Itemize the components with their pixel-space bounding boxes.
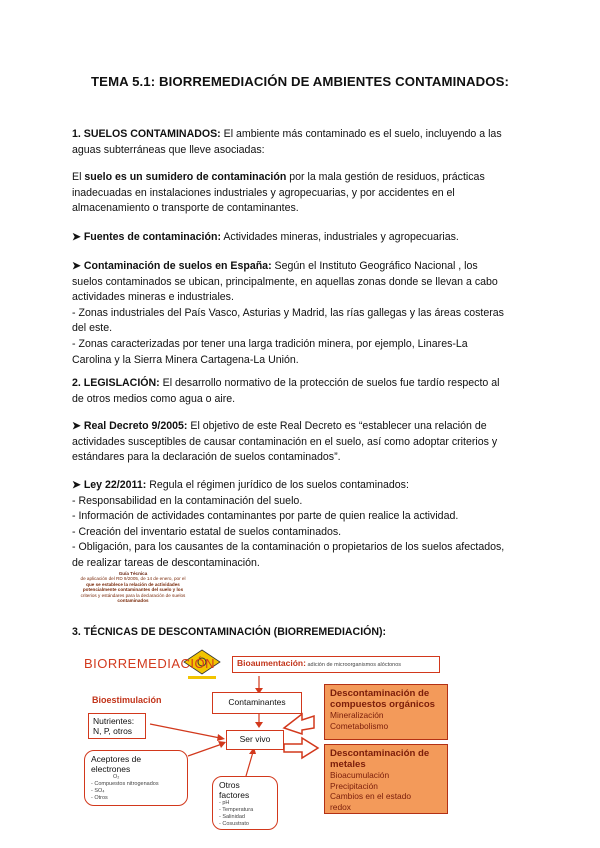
contaminantes-box: Contaminantes xyxy=(212,692,302,714)
ley-item: - Información de actividades contaminantes por parte de quien realice la actividad. xyxy=(72,510,459,523)
arrow-nutrientes xyxy=(150,724,220,738)
guia-tecnica-thumbnail: Guía Técnica de aplicación del RD 9/2005, de 14 de enero, por el que se establece la relación de actividades potencialmente contaminantes del suelo y los criterios y estándares para la declaración de suelos contaminados xyxy=(80,571,186,604)
arrow-otros xyxy=(246,752,253,776)
metales-box: Descontaminación de metales Bioacumulación Precipitación Cambios en el estado redox xyxy=(324,744,448,814)
ser-vivo-box: Ser vivo xyxy=(226,730,284,750)
ley-item: - Responsabilidad en la contaminación del suelo. xyxy=(72,494,303,507)
ley-item: - Obligación, para los causantes de la contaminación o propietarios de los suelos afectados, xyxy=(72,541,505,554)
biorremediacion-diagram xyxy=(78,646,528,846)
bioaumentacion-box: Bioaumentación: adición de microorganismos alóctonos xyxy=(232,656,440,673)
ley-paragraph: ➤ Ley 22/2011: Regula el régimen jurídico de los suelos contaminados: - Responsabilidad en la contaminación del suelo. - Información de actividades contaminantes por parte de quien realice la actividad. - Creación del inventario estatal de suelos contaminados. - Obligación, para los causantes de la contaminación o propietarios de los suelos afectados, de realizar tareas de descontaminación. xyxy=(72,478,528,572)
section-2-paragraph: 2. LEGISLACIÓN: El desarrollo normativo de la protección de suelos fue tardío respecto al de otros medios como agua o aire. xyxy=(72,377,500,405)
section-1-paragraph: 1. SUELOS CONTAMINADOS: El ambiente más contaminado es el suelo, incluyendo a las aguas subterráneas que lleve asociadas: xyxy=(72,128,502,156)
section-2-heading: 2. LEGISLACIÓN: xyxy=(72,377,160,389)
hazard-icon-label-bar xyxy=(188,676,216,679)
nutrientes-box: Nutrientes: N, P, otros xyxy=(88,713,146,739)
espana-paragraph: ➤ Contaminación de suelos en España: Según el Instituto Geográfico Nacional , los suelos contaminados se ubican, principalmente, en aquellas zonas donde se llevan a cabo actividades mineras e industriales. - Zonas industriales del País Vasco, Asturias y Madrid, las rías gallegas y las áreas costeras del este. - Zonas caracterizadas por tener una larga tradición minera, por ejemplo, Linares-La Carolina y la Sierra Minera Cartagena-La Unión. xyxy=(72,260,504,366)
compuestos-organicos-box: Descontaminación de compuestos orgánicos Mineralización Cometabolismo xyxy=(324,684,448,740)
page-title: TEMA 5.1: BIORREMEDIACIÓN DE AMBIENTES CONTAMINADOS: xyxy=(91,74,509,89)
diagram-arrows xyxy=(78,646,528,846)
section-3-heading: 3. TÉCNICAS DE DESCONTAMINACIÓN (BIORREMEDIACIÓN): xyxy=(72,626,387,638)
sumidero-paragraph: El suelo es un sumidero de contaminación por la mala gestión de residuos, prácticas inadecuadas en instalaciones industriales y agropecuarias, y por accidentes en el almacenamiento o transporte de contaminantes. xyxy=(72,171,485,215)
real-decreto-paragraph: ➤ Real Decreto 9/2005: El objetivo de este Real Decreto es “establecer una relación de actividades susceptibles de causar contaminación en el suelo, así como adoptar criterios y estándares para la declaración de suelos contaminados”. xyxy=(72,420,498,464)
ley-item: - Creación del inventario estatal de suelos contaminados. xyxy=(72,525,342,538)
otros-factores-box: Otros factores - pH - Temperatura - Salinidad - Cosustrato xyxy=(212,776,278,830)
aceptores-box: Aceptores de electrones O₂ - Compuestos nitrogenados - SO₄ - Otros xyxy=(84,750,188,806)
arrow-organicos xyxy=(284,714,314,734)
arrow-metales xyxy=(284,738,318,758)
diagram-title: BIORREMEDIACIÓN xyxy=(84,656,216,671)
bioestimulacion-label: Bioestimulación xyxy=(92,695,162,705)
fuentes-paragraph: ➤ Fuentes de contaminación: Actividades mineras, industriales y agropecuarias. xyxy=(72,231,459,243)
arrow-aceptores xyxy=(188,744,222,756)
section-1-heading: 1. SUELOS CONTAMINADOS: xyxy=(72,128,221,140)
